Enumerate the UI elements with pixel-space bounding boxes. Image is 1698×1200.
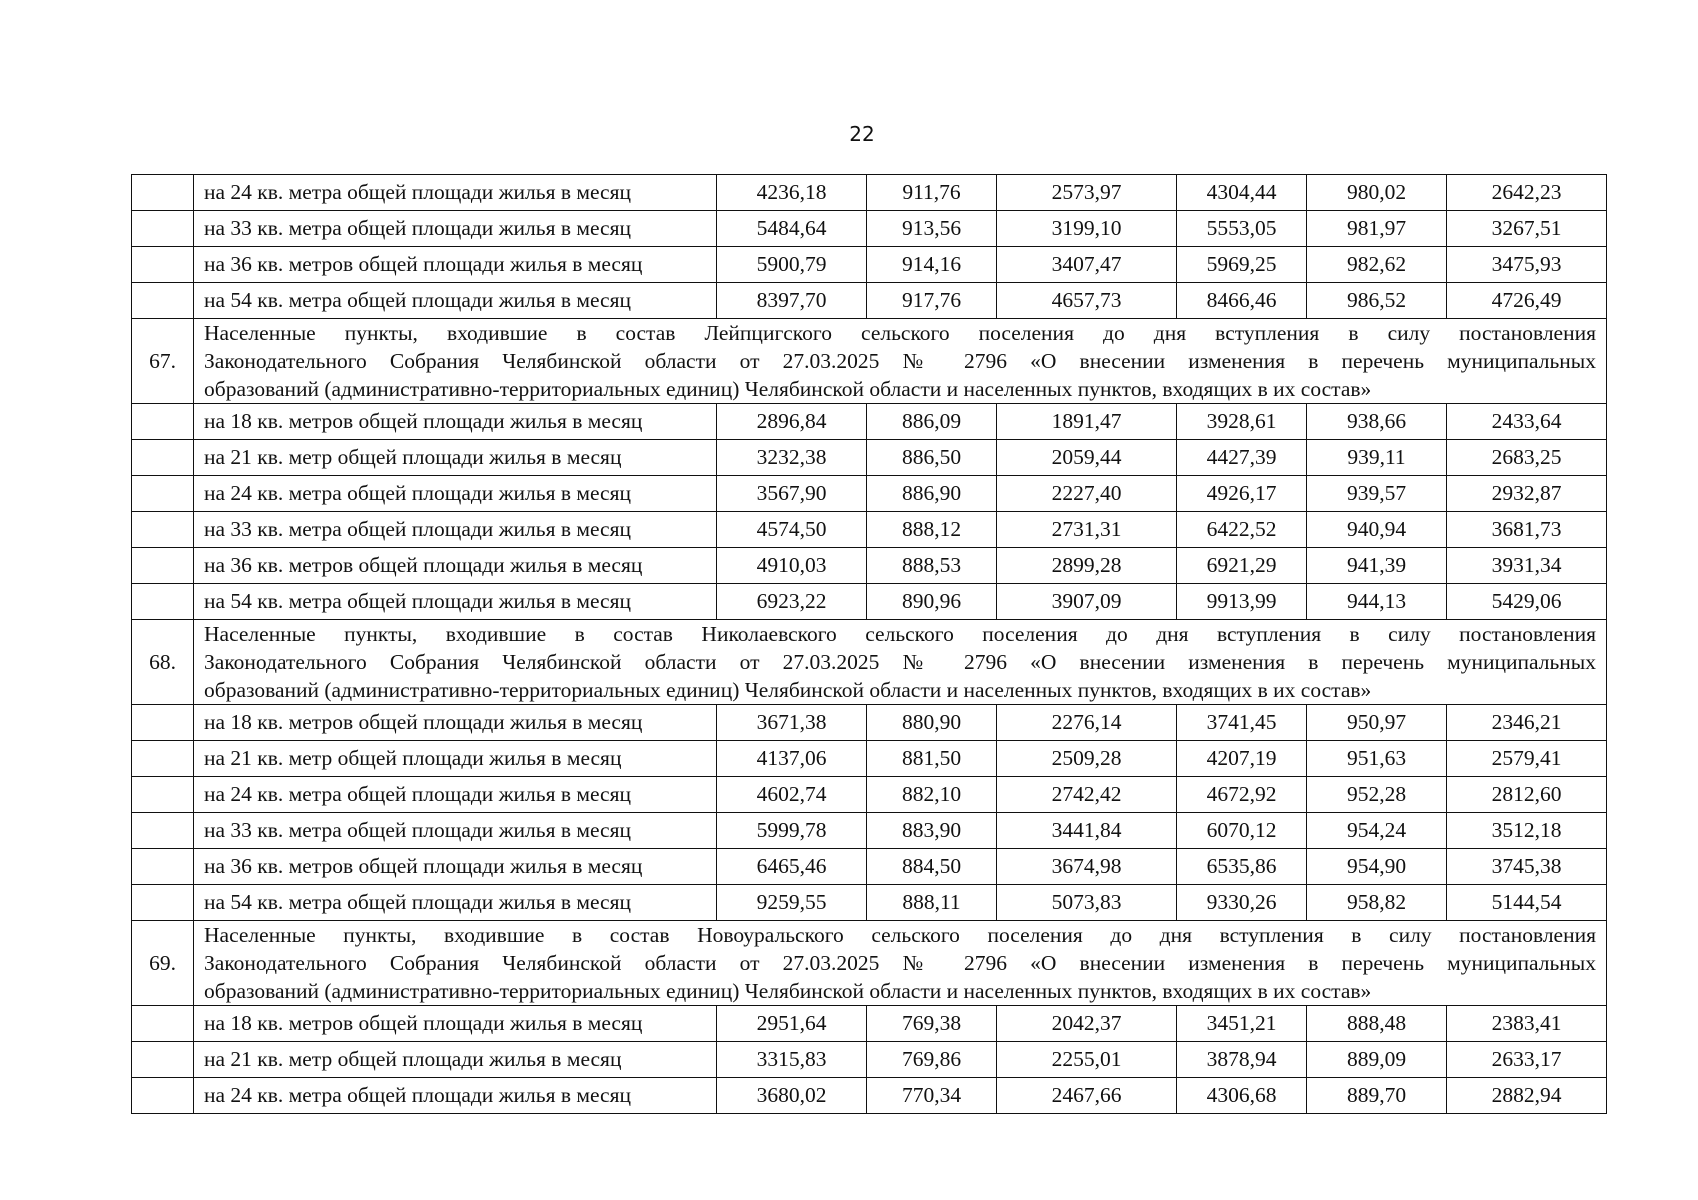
- value-cell: 3680,02: [717, 1078, 867, 1114]
- value-cell: 4602,74: [717, 777, 867, 813]
- value-cell: 3674,98: [997, 849, 1177, 885]
- table-row: [132, 440, 1607, 476]
- value-cell: 3878,94: [1177, 1042, 1307, 1078]
- value-cell: 4137,06: [717, 741, 867, 777]
- value-cell: 944,13: [1307, 584, 1447, 620]
- value-cell: 4657,73: [997, 283, 1177, 319]
- table-row: [132, 849, 1607, 885]
- section-title-line: Населенные пункты, входившие в состав Николаевского сельского поселения до дня вступления в силу постановления: [204, 622, 1596, 646]
- value-cell: 2896,84: [717, 404, 867, 440]
- value-cell: 883,90: [867, 813, 997, 849]
- value-cell: 2642,23: [1447, 175, 1607, 211]
- row-number-cell: [132, 548, 194, 584]
- value-cell: 889,09: [1307, 1042, 1447, 1078]
- value-cell: 6923,22: [717, 584, 867, 620]
- section-header-row: [132, 921, 1607, 1006]
- section-title: [194, 620, 1607, 705]
- value-cell: 941,39: [1307, 548, 1447, 584]
- table-row: [132, 512, 1607, 548]
- value-cell: 5900,79: [717, 247, 867, 283]
- value-cell: 9913,99: [1177, 584, 1307, 620]
- value-cell: 986,52: [1307, 283, 1447, 319]
- section-title-line: Законодательного Собрания Челябинской области от 27.03.2025 № 2796 «О внесении изменения в перечень муниципальных: [204, 349, 1596, 373]
- section-number: 67.: [132, 319, 194, 404]
- value-cell: 890,96: [867, 584, 997, 620]
- value-cell: 914,16: [867, 247, 997, 283]
- value-cell: 6070,12: [1177, 813, 1307, 849]
- value-cell: 954,90: [1307, 849, 1447, 885]
- value-cell: 4207,19: [1177, 741, 1307, 777]
- section-title-line: образований (административно-территориальных единиц) Челябинской области и населенных пунктов, входящих в их состав»: [204, 678, 1372, 702]
- table-row: [132, 476, 1607, 512]
- value-cell: 3931,34: [1447, 548, 1607, 584]
- value-cell: 5484,64: [717, 211, 867, 247]
- row-label: на 33 кв. метра общей площади жилья в месяц: [194, 211, 717, 247]
- table-row: [132, 813, 1607, 849]
- value-cell: 6535,86: [1177, 849, 1307, 885]
- value-cell: 2042,37: [997, 1006, 1177, 1042]
- value-cell: 2932,87: [1447, 476, 1607, 512]
- value-cell: 6921,29: [1177, 548, 1307, 584]
- section-title-line: Населенные пункты, входившие в состав Новоуральского сельского поселения до дня вступления в силу постановления: [204, 923, 1596, 947]
- value-cell: 881,50: [867, 741, 997, 777]
- row-number-cell: [132, 813, 194, 849]
- row-number-cell: [132, 247, 194, 283]
- value-cell: 2812,60: [1447, 777, 1607, 813]
- value-cell: 6465,46: [717, 849, 867, 885]
- row-number-cell: [132, 404, 194, 440]
- section-header-row: [132, 319, 1607, 404]
- section-number: 69.: [132, 921, 194, 1006]
- value-cell: 2579,41: [1447, 741, 1607, 777]
- page-number: 22: [849, 122, 875, 146]
- row-number-cell: [132, 175, 194, 211]
- row-number-cell: [132, 1006, 194, 1042]
- value-cell: 2683,25: [1447, 440, 1607, 476]
- value-cell: 886,09: [867, 404, 997, 440]
- value-cell: 886,50: [867, 440, 997, 476]
- row-label: на 33 кв. метра общей площади жилья в месяц: [194, 813, 717, 849]
- value-cell: 2633,17: [1447, 1042, 1607, 1078]
- value-cell: 3475,93: [1447, 247, 1607, 283]
- row-number-cell: [132, 1078, 194, 1114]
- row-label: на 54 кв. метра общей площади жилья в месяц: [194, 584, 717, 620]
- value-cell: 882,10: [867, 777, 997, 813]
- value-cell: 3232,38: [717, 440, 867, 476]
- value-cell: 4726,49: [1447, 283, 1607, 319]
- value-cell: 958,82: [1307, 885, 1447, 921]
- value-cell: 3928,61: [1177, 404, 1307, 440]
- row-number-cell: [132, 283, 194, 319]
- value-cell: 2509,28: [997, 741, 1177, 777]
- section-title-line: Законодательного Собрания Челябинской области от 27.03.2025 № 2796 «О внесении изменения в перечень муниципальных: [204, 650, 1596, 674]
- value-cell: 980,02: [1307, 175, 1447, 211]
- row-label: на 24 кв. метра общей площади жилья в месяц: [194, 777, 717, 813]
- section-title: [194, 319, 1607, 404]
- rates-table: [131, 174, 1607, 1114]
- section-number: 68.: [132, 620, 194, 705]
- table-body: [132, 175, 1607, 1114]
- value-cell: 950,97: [1307, 705, 1447, 741]
- value-cell: 3407,47: [997, 247, 1177, 283]
- value-cell: 3441,84: [997, 813, 1177, 849]
- section-header-row: [132, 620, 1607, 705]
- value-cell: 8397,70: [717, 283, 867, 319]
- value-cell: 9330,26: [1177, 885, 1307, 921]
- value-cell: 3315,83: [717, 1042, 867, 1078]
- table-row: [132, 247, 1607, 283]
- value-cell: 2383,41: [1447, 1006, 1607, 1042]
- row-number-cell: [132, 440, 194, 476]
- value-cell: 5999,78: [717, 813, 867, 849]
- value-cell: 880,90: [867, 705, 997, 741]
- value-cell: 911,76: [867, 175, 997, 211]
- value-cell: 770,34: [867, 1078, 997, 1114]
- row-label: на 21 кв. метр общей площади жилья в месяц: [194, 1042, 717, 1078]
- row-number-cell: [132, 1042, 194, 1078]
- value-cell: 951,63: [1307, 741, 1447, 777]
- row-label: на 21 кв. метр общей площади жилья в месяц: [194, 440, 717, 476]
- value-cell: 2573,97: [997, 175, 1177, 211]
- value-cell: 4672,92: [1177, 777, 1307, 813]
- value-cell: 2227,40: [997, 476, 1177, 512]
- row-label: на 21 кв. метр общей площади жилья в месяц: [194, 741, 717, 777]
- value-cell: 2951,64: [717, 1006, 867, 1042]
- table-row: [132, 1006, 1607, 1042]
- value-cell: 5969,25: [1177, 247, 1307, 283]
- value-cell: 2276,14: [997, 705, 1177, 741]
- row-label: на 54 кв. метра общей площади жилья в месяц: [194, 885, 717, 921]
- value-cell: 939,11: [1307, 440, 1447, 476]
- table-row: [132, 548, 1607, 584]
- value-cell: 2882,94: [1447, 1078, 1607, 1114]
- row-label: на 18 кв. метров общей площади жилья в месяц: [194, 404, 717, 440]
- table-row: [132, 283, 1607, 319]
- value-cell: 6422,52: [1177, 512, 1307, 548]
- table-row: [132, 885, 1607, 921]
- value-cell: 1891,47: [997, 404, 1177, 440]
- value-cell: 938,66: [1307, 404, 1447, 440]
- section-title-line: образований (административно-территориальных единиц) Челябинской области и населенных пунктов, входящих в их состав»: [204, 979, 1372, 1003]
- table-row: [132, 705, 1607, 741]
- value-cell: 4574,50: [717, 512, 867, 548]
- value-cell: 3681,73: [1447, 512, 1607, 548]
- section-title: [194, 921, 1607, 1006]
- value-cell: 3451,21: [1177, 1006, 1307, 1042]
- value-cell: 939,57: [1307, 476, 1447, 512]
- value-cell: 913,56: [867, 211, 997, 247]
- value-cell: 9259,55: [717, 885, 867, 921]
- row-label: на 33 кв. метра общей площади жилья в месяц: [194, 512, 717, 548]
- value-cell: 4306,68: [1177, 1078, 1307, 1114]
- value-cell: 769,86: [867, 1042, 997, 1078]
- value-cell: 3512,18: [1447, 813, 1607, 849]
- row-label: на 36 кв. метров общей площади жилья в месяц: [194, 849, 717, 885]
- value-cell: 2899,28: [997, 548, 1177, 584]
- table-row: [132, 1042, 1607, 1078]
- table-row: [132, 777, 1607, 813]
- row-number-cell: [132, 476, 194, 512]
- row-label: на 18 кв. метров общей площади жилья в месяц: [194, 1006, 717, 1042]
- row-number-cell: [132, 512, 194, 548]
- row-label: на 54 кв. метра общей площади жилья в месяц: [194, 283, 717, 319]
- table-row: [132, 211, 1607, 247]
- value-cell: 4926,17: [1177, 476, 1307, 512]
- section-title-line: Населенные пункты, входившие в состав Лейпцигского сельского поселения до дня вступления в силу постановления: [204, 321, 1596, 345]
- row-label: на 18 кв. метров общей площади жилья в месяц: [194, 705, 717, 741]
- value-cell: 5429,06: [1447, 584, 1607, 620]
- table-row: [132, 584, 1607, 620]
- value-cell: 888,11: [867, 885, 997, 921]
- section-title-line: Законодательного Собрания Челябинской области от 27.03.2025 № 2796 «О внесении изменения в перечень муниципальных: [204, 951, 1596, 975]
- value-cell: 5073,83: [997, 885, 1177, 921]
- value-cell: 4236,18: [717, 175, 867, 211]
- value-cell: 3267,51: [1447, 211, 1607, 247]
- value-cell: 5553,05: [1177, 211, 1307, 247]
- table-row: [132, 741, 1607, 777]
- row-number-cell: [132, 741, 194, 777]
- value-cell: 2059,44: [997, 440, 1177, 476]
- value-cell: 981,97: [1307, 211, 1447, 247]
- value-cell: 5144,54: [1447, 885, 1607, 921]
- value-cell: 2742,42: [997, 777, 1177, 813]
- value-cell: 2731,31: [997, 512, 1177, 548]
- value-cell: 2255,01: [997, 1042, 1177, 1078]
- row-number-cell: [132, 705, 194, 741]
- row-number-cell: [132, 584, 194, 620]
- row-label: на 24 кв. метра общей площади жилья в месяц: [194, 1078, 717, 1114]
- table-row: [132, 175, 1607, 211]
- section-title-line: образований (административно-территориальных единиц) Челябинской области и населенных пунктов, входящих в их состав»: [204, 377, 1372, 401]
- table-row: [132, 1078, 1607, 1114]
- value-cell: 886,90: [867, 476, 997, 512]
- value-cell: 3199,10: [997, 211, 1177, 247]
- value-cell: 3745,38: [1447, 849, 1607, 885]
- value-cell: 2433,64: [1447, 404, 1607, 440]
- value-cell: 4427,39: [1177, 440, 1307, 476]
- value-cell: 917,76: [867, 283, 997, 319]
- value-cell: 3907,09: [997, 584, 1177, 620]
- value-cell: 769,38: [867, 1006, 997, 1042]
- value-cell: 4910,03: [717, 548, 867, 584]
- table-row: [132, 404, 1607, 440]
- value-cell: 3741,45: [1177, 705, 1307, 741]
- row-number-cell: [132, 885, 194, 921]
- row-label: на 24 кв. метра общей площади жилья в месяц: [194, 175, 717, 211]
- row-number-cell: [132, 777, 194, 813]
- value-cell: 888,53: [867, 548, 997, 584]
- row-label: на 24 кв. метра общей площади жилья в месяц: [194, 476, 717, 512]
- value-cell: 888,48: [1307, 1006, 1447, 1042]
- row-number-cell: [132, 849, 194, 885]
- value-cell: 889,70: [1307, 1078, 1447, 1114]
- value-cell: 2346,21: [1447, 705, 1607, 741]
- value-cell: 884,50: [867, 849, 997, 885]
- value-cell: 3567,90: [717, 476, 867, 512]
- row-label: на 36 кв. метров общей площади жилья в месяц: [194, 247, 717, 283]
- row-number-cell: [132, 211, 194, 247]
- value-cell: 952,28: [1307, 777, 1447, 813]
- value-cell: 940,94: [1307, 512, 1447, 548]
- value-cell: 4304,44: [1177, 175, 1307, 211]
- value-cell: 3671,38: [717, 705, 867, 741]
- row-label: на 36 кв. метров общей площади жилья в месяц: [194, 548, 717, 584]
- value-cell: 2467,66: [997, 1078, 1177, 1114]
- value-cell: 888,12: [867, 512, 997, 548]
- value-cell: 982,62: [1307, 247, 1447, 283]
- value-cell: 8466,46: [1177, 283, 1307, 319]
- value-cell: 954,24: [1307, 813, 1447, 849]
